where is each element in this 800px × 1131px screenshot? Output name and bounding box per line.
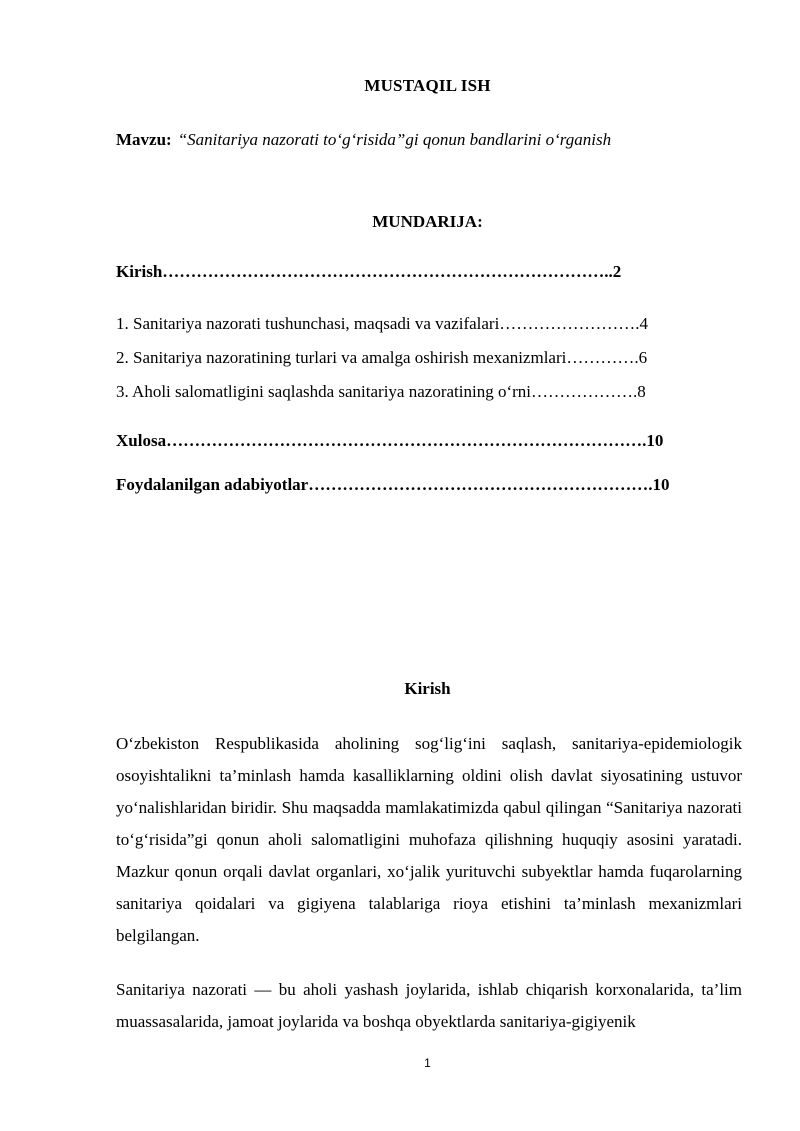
topic-line (116, 130, 611, 150)
toc-entry-chapter-3: 3. Aholi salomatligini saqlashda sanitariya nazoratining o‘rni……………….8 (116, 382, 646, 401)
toc-entry-chapter-2: 2. Sanitariya nazoratining turlari va amalga oshirish mexanizmlari………….6 (116, 348, 648, 367)
topic-label: Mavzu: (116, 130, 172, 149)
page-number: 1 (424, 1056, 431, 1070)
toc-entry-chapter-1: 1. Sanitariya nazorati tushunchasi, maqsadi va vazifalari…………………….4 (116, 314, 649, 333)
toc-title: MUNDARIJA: (372, 212, 483, 231)
body-paragraph: O‘zbekiston Respublikasida aholining sog‘lig‘ini saqlash, sanitariya-epidemiologik osoyishtalikni ta’minlash hamda kasalliklarning oldini olish davlat siyosatining ustuvor yo‘nalishlaridan biridir. Shu maqsadda mamlakatimizda qabul qilingan “Sanitariya nazorati to‘g‘risida”gi qonun aholi salomatligini muhofaza qilishning huquqiy asosini yaratadi. Mazkur qonun orqali davlat organlari, xo‘jalik yurituvchi subyektlar hamda fuqarolarning sanitariya qoidalari va gigiyena talablariga rioya etishini ta’minlash mexanizmlari belgilangan. (116, 734, 742, 945)
body-paragraph: Sanitariya nazorati — bu aholi yashash joylarida, ishlab chiqarish korxonalarida, ta’lim muassasalarida, jamoat joylarida va boshqa obyektlarda sanitariya-gigiyenik (116, 980, 742, 1031)
toc-entry-references: Foydalanilgan adabiyotlar…………………………………………………….10 (116, 475, 670, 494)
document-title: MUSTAQIL ISH (364, 76, 491, 95)
toc-entry-introduction: Kirish……………………………………………………………………..2 (116, 262, 622, 281)
topic-value: “Sanitariya nazorati to‘g‘risida”gi qonun bandlarini o‘rganish (177, 130, 612, 149)
toc-entry-conclusion: Xulosa………………………………………………………………………….10 (116, 431, 664, 450)
section-title: Kirish (404, 679, 451, 698)
